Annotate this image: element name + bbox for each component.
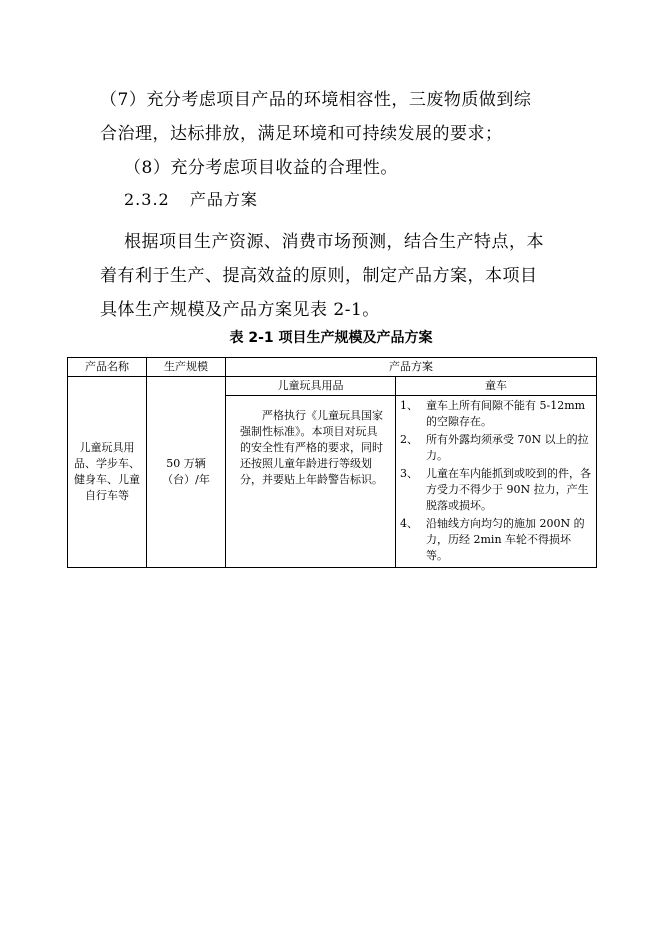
stroller-item-4-text: 沿轴线方向均匀的施加 200N 的力，历经 2min 车轮不得损坏等。: [426, 517, 585, 562]
section-title: 产品方案: [189, 190, 258, 209]
header-strollers: 童车: [396, 377, 597, 396]
section-heading: [124, 186, 258, 214]
product-scheme-table: [67, 357, 597, 568]
stroller-item-4: [400, 516, 592, 564]
stroller-item-1-num: 1、: [400, 399, 418, 412]
toys-desc-text: 严格执行《儿童玩具国家强制性标准》。本项目对玩具的安全性有严格的要求，同时还按照儿童年龄进行等级划分，并要贴上年龄警告标识。: [240, 409, 383, 486]
cell-toys-desc: [226, 396, 396, 568]
paragraph-7-line2: 合治理，达标排放，满足环境和可持续发展的要求；: [100, 124, 503, 144]
table-title: 表 2-1 项目生产规模及产品方案: [229, 330, 433, 346]
paragraph-7-line1: （7）充分考虑项目产品的环境相容性，三废物质做到综: [100, 90, 532, 110]
stroller-item-3-num: 3、: [400, 467, 418, 480]
intro-line3: 具体生产规模及产品方案见表 2-1。: [100, 300, 380, 320]
table-header-row: [68, 358, 597, 377]
stroller-item-3-text: 儿童在车内能抓到或咬到的件，各方受力不得少于 90N 拉力，产生脱落或损坏。: [426, 467, 591, 512]
stroller-item-4-num: 4、: [400, 517, 418, 530]
cell-stroller-items: [396, 396, 597, 568]
cell-product-name: 儿童玩具用品、学步车、健身车、儿童自行车等: [68, 377, 147, 568]
paragraph-8: （8）充分考虑项目收益的合理性。: [124, 158, 398, 178]
header-scale: 生产规模: [147, 358, 226, 377]
header-product-name: 产品名称: [68, 358, 147, 377]
intro-line2: 着有利于生产、提高效益的原则，制定产品方案，本项目: [100, 266, 538, 286]
stroller-item-1-text: 童车上所有间隙不能有 5-12mm 的空隙存在。: [426, 399, 586, 428]
stroller-item-2: [400, 432, 592, 464]
header-toys: 儿童玩具用品: [226, 377, 396, 396]
stroller-item-3: [400, 466, 592, 514]
stroller-item-2-num: 2、: [400, 433, 418, 446]
header-scheme: 产品方案: [226, 358, 597, 377]
table-subheader-row: [68, 377, 597, 396]
section-number: 2.3.2: [124, 190, 170, 209]
stroller-item-1: [400, 398, 592, 430]
intro-line1: 根据项目生产资源、消费市场预测，结合生产特点，本: [124, 232, 544, 252]
cell-scale: 50 万辆（台）/年: [147, 377, 226, 568]
stroller-item-2-text: 所有外露均须承受 70N 以上的拉力。: [426, 433, 589, 462]
